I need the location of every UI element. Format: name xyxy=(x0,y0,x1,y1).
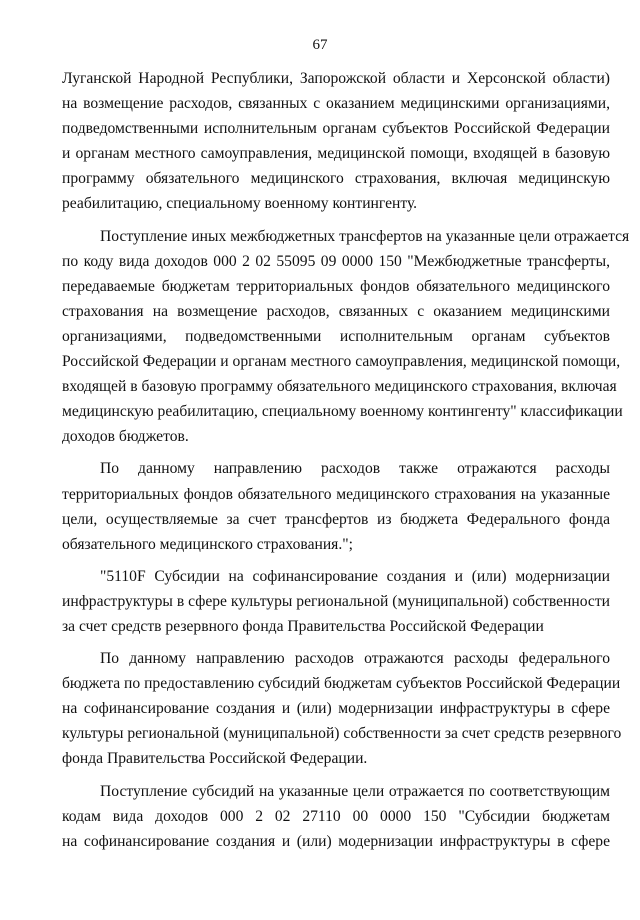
text-line: По данному направлению расходов также отражаются расходы xyxy=(100,460,610,478)
text-line: обязательного медицинского страхования."; xyxy=(62,535,353,553)
text-line: культуры региональной (муниципальной) собственности за счет средств резервного xyxy=(62,725,622,743)
text-line: По данному направлению расходов отражаются расходы федерального xyxy=(100,650,610,668)
paragraph-5 xyxy=(62,646,622,771)
paragraph-3 xyxy=(62,456,610,556)
text-line: бюджета по предоставлению субсидий бюджетам субъектов Российской Федерации xyxy=(62,675,621,693)
text-line: реабилитацию, специальному военному контингенту. xyxy=(62,195,418,213)
text-line: цели, осуществляемые за счет трансфертов из бюджета Федерального фонда xyxy=(62,510,610,528)
text-line: за счет средств резервного фонда Правительства Российской Федерации xyxy=(62,617,544,635)
text-line: инфраструктуры в сфере культуры региональной (муниципальной) собственности xyxy=(62,592,610,610)
paragraph-1 xyxy=(62,66,610,217)
text-line: программу обязательного медицинского страхования, включая медицинскую xyxy=(62,170,610,188)
text-line: входящей в базовую программу обязательного медицинского страхования, включая xyxy=(62,378,617,396)
text-line: передаваемые бюджетам территориальных фондов обязательного медицинского xyxy=(62,277,610,295)
text-line: территориальных фондов обязательного медицинского страхования на указанные xyxy=(62,485,610,503)
text-line: Поступление субсидий на указанные цели отражается по соответствующим xyxy=(100,782,610,800)
text-line: доходов бюджетов. xyxy=(62,428,189,446)
text-line: на софинансирование создания и (или) модернизации инфраструктуры в сфере xyxy=(62,832,610,850)
text-line: на софинансирование создания и (или) модернизации инфраструктуры в сфере xyxy=(62,700,610,718)
text-line: медицинскую реабилитацию, специальному военному контингенту" классификации xyxy=(62,403,623,421)
text-line: "5110F Субсидии на софинансирование создания и (или) модернизации xyxy=(100,567,610,585)
document-body xyxy=(62,66,630,854)
paragraph-6 xyxy=(62,779,610,854)
paragraph-2 xyxy=(62,224,630,450)
text-line: Поступление иных межбюджетных трансфертов на указанные цели отражается xyxy=(100,227,630,245)
text-line: подведомственными исполнительным органам субъектов Российской Федерации xyxy=(62,120,610,138)
text-line: и органам местного самоуправления, медицинской помощи, входящей в базовую xyxy=(62,145,610,163)
text-line: по коду вида доходов 000 2 02 55095 09 0000 150 "Межбюджетные трансферты, xyxy=(62,252,610,270)
text-line: на возмещение расходов, связанных с оказанием медицинскими организациями, xyxy=(62,95,610,113)
text-line: фонда Правительства Российской Федерации. xyxy=(62,750,368,768)
paragraph-4 xyxy=(62,564,610,639)
text-line: Луганской Народной Республики, Запорожской области и Херсонской области) xyxy=(62,70,610,87)
text-line: организациями, подведомственными исполнительным органам субъектов xyxy=(62,327,610,345)
text-line: страхования на возмещение расходов, связанных с оказанием медицинскими xyxy=(62,302,610,320)
text-line: кодам вида доходов 000 2 02 27110 00 0000 150 "Субсидии бюджетам xyxy=(62,807,610,825)
page-number: 67 xyxy=(312,37,328,53)
text-line: Российской Федерации и органам местного самоуправления, медицинской помощи, xyxy=(62,353,621,371)
